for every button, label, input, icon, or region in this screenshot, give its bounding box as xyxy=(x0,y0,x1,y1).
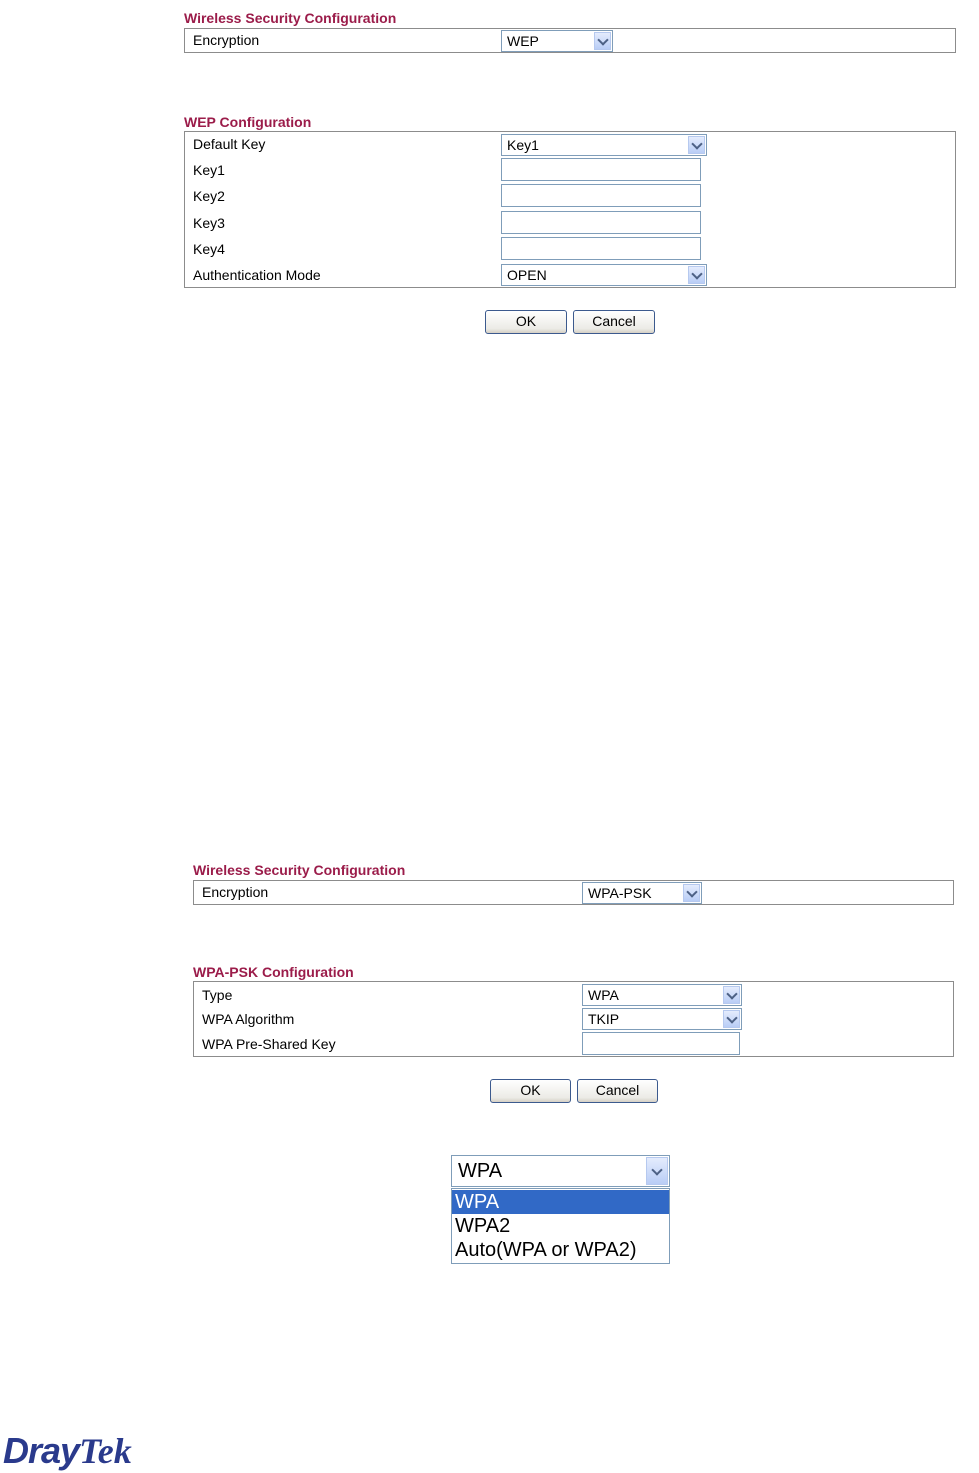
default-key-select[interactable] xyxy=(501,134,707,156)
key2-input[interactable] xyxy=(501,184,701,207)
logo-text-dray: Dray xyxy=(3,1430,80,1471)
encryption-select[interactable] xyxy=(501,30,613,52)
dropdown-option-wpa[interactable]: WPA xyxy=(452,1190,669,1214)
type-select-value: WPA xyxy=(588,987,619,1003)
key4-label: Key4 xyxy=(193,241,225,257)
wep-wireless-security-title: Wireless Security Configuration xyxy=(184,10,397,26)
key3-label: Key3 xyxy=(193,215,225,231)
wpa-pre-shared-key-label: WPA Pre-Shared Key xyxy=(202,1036,336,1052)
type-dropdown-value: WPA xyxy=(458,1160,503,1182)
wep-config-title: WEP Configuration xyxy=(184,114,312,130)
key1-input[interactable] xyxy=(501,158,701,181)
wep-ok-button[interactable]: OK xyxy=(485,310,567,334)
chevron-down-icon[interactable] xyxy=(688,136,705,154)
wpa-pre-shared-key-input[interactable] xyxy=(582,1032,740,1055)
wpa-wireless-security-title: Wireless Security Configuration xyxy=(193,862,406,878)
default-key-value: Key1 xyxy=(507,137,539,153)
type-dropdown-closed[interactable] xyxy=(451,1155,670,1187)
key4-input[interactable] xyxy=(501,237,701,260)
type-select[interactable] xyxy=(582,984,742,1006)
encryption-label: Encryption xyxy=(202,884,269,900)
wep-config-table xyxy=(184,131,956,288)
wpa-config-table xyxy=(193,981,954,1057)
wpa-cancel-button[interactable]: Cancel xyxy=(577,1079,658,1103)
authentication-mode-value: OPEN xyxy=(507,267,547,283)
logo-text-tek: Tek xyxy=(79,1431,132,1471)
encryption-select-value: WEP xyxy=(507,33,539,49)
authentication-mode-label: Authentication Mode xyxy=(193,267,321,283)
wpa-config-title: WPA-PSK Configuration xyxy=(193,964,354,980)
authentication-mode-select[interactable] xyxy=(501,264,707,286)
dropdown-option-auto[interactable]: Auto(WPA or WPA2) xyxy=(455,1239,637,1261)
wep-cancel-button[interactable]: Cancel xyxy=(573,310,655,334)
chevron-down-icon[interactable] xyxy=(683,884,700,902)
draytek-logo xyxy=(3,1430,132,1472)
chevron-down-icon[interactable] xyxy=(688,266,705,284)
type-dropdown-list xyxy=(451,1188,670,1264)
wpa-algorithm-value: TKIP xyxy=(588,1011,620,1027)
type-label: Type xyxy=(202,987,233,1003)
wep-encryption-table xyxy=(184,28,956,53)
wpa-algorithm-select[interactable] xyxy=(582,1008,742,1030)
dropdown-option-wpa2[interactable]: WPA2 xyxy=(455,1215,511,1237)
encryption-label: Encryption xyxy=(193,32,260,48)
key3-input[interactable] xyxy=(501,211,701,234)
key2-label: Key2 xyxy=(193,188,225,204)
wpa-ok-button[interactable]: OK xyxy=(490,1079,571,1103)
wpa-algorithm-label: WPA Algorithm xyxy=(202,1011,295,1027)
key1-label: Key1 xyxy=(193,162,225,178)
encryption-select-value: WPA-PSK xyxy=(588,885,652,901)
wpa-encryption-table xyxy=(193,880,954,905)
chevron-down-icon[interactable] xyxy=(646,1157,668,1185)
chevron-down-icon[interactable] xyxy=(594,32,611,50)
default-key-label: Default Key xyxy=(193,136,266,152)
chevron-down-icon[interactable] xyxy=(723,1010,740,1028)
chevron-down-icon[interactable] xyxy=(723,986,740,1004)
encryption-select[interactable] xyxy=(582,882,702,904)
